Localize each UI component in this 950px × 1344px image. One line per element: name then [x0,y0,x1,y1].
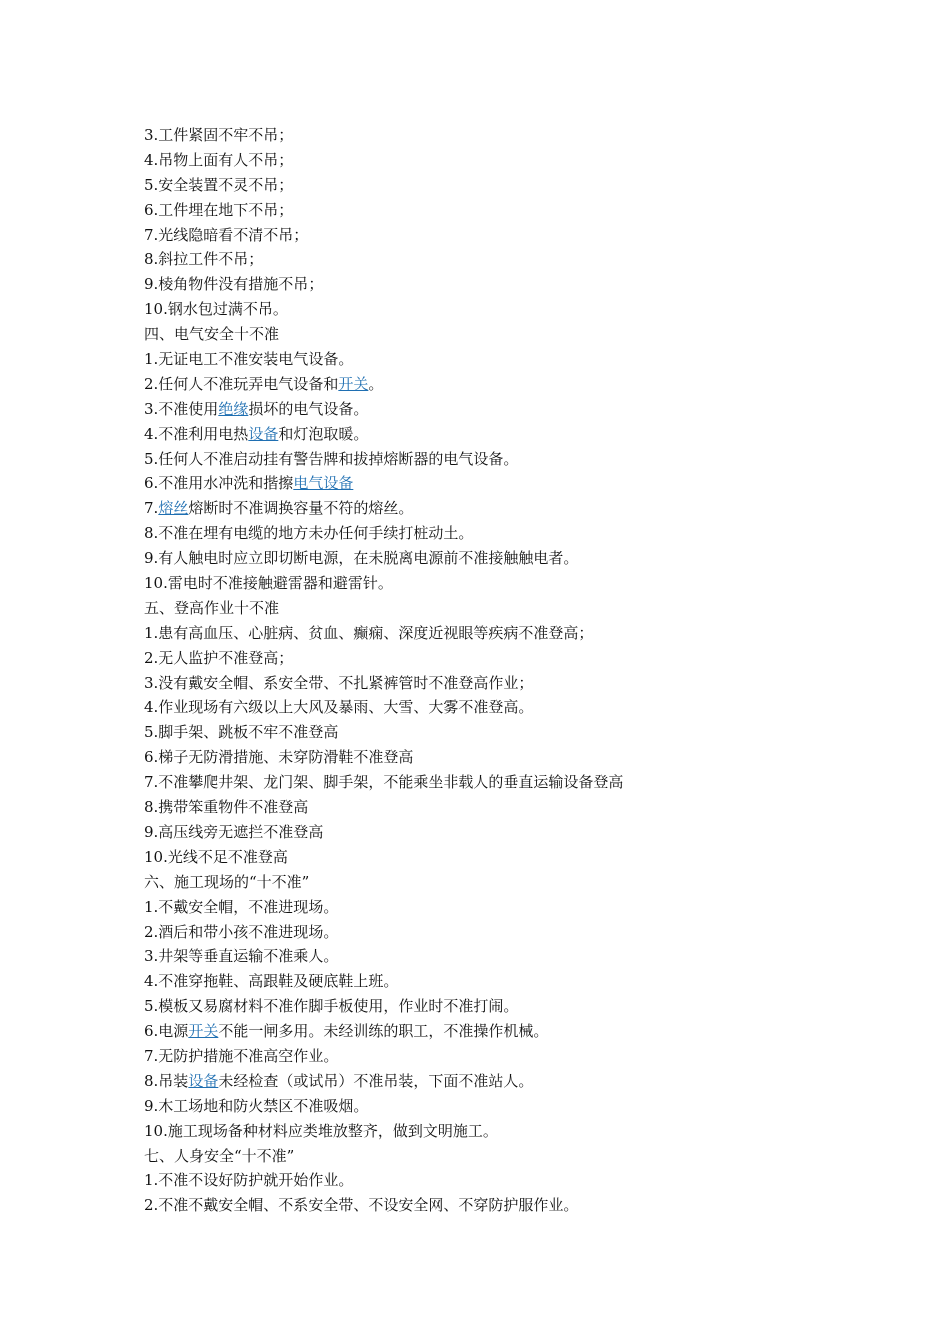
text-segment: 不能一闸多用。未经训练的职工，不准操作机械。 [218,1022,549,1041]
text-segment: 8.不准在埋有电缆的地方未办任何手续打桩动土。 [144,524,474,543]
text-segment: 4.作业现场有六级以上大风及暴雨、大雪、大雾不准登高。 [144,698,534,717]
text-line [144,1094,844,1119]
text-segment: 1.患有高血压、心脏病、贫血、癫痫、深度近视眼等疾病不准登高； [144,623,594,642]
text-line [144,1193,844,1218]
text-segment: 6.不准用水冲洗和揩擦 [144,474,294,493]
text-segment: 1.不戴安全帽，不准进现场。 [144,897,339,916]
hyperlink[interactable]: 电气设备 [293,474,354,493]
text-segment: 5.脚手架、跳板不牢不准登高 [144,723,339,742]
text-segment: 7.光线隐暗看不清不吊； [144,225,309,244]
text-line [144,596,844,621]
text-line [144,895,844,920]
text-line [144,770,844,795]
text-segment: 2.酒后和带小孩不准进现场。 [144,922,339,941]
hyperlink[interactable]: 绝缘 [218,399,249,418]
text-line [144,322,844,347]
hyperlink[interactable]: 设备 [248,424,279,443]
text-line [144,1168,844,1193]
text-line [144,944,844,969]
text-line [144,720,844,745]
text-line [144,870,844,895]
text-line [144,1044,844,1069]
text-line [144,521,844,546]
text-segment: 六、施工现场的“十不准” [144,872,310,891]
text-segment: 6.电源 [144,1022,189,1041]
text-line [144,1119,844,1144]
text-segment: 1.不准不设好防护就开始作业。 [144,1171,354,1190]
text-line [144,795,844,820]
text-line [144,845,844,870]
text-segment: 9.高压线旁无遮拦不准登高 [144,822,324,841]
text-line [144,471,844,496]
text-line [144,546,844,571]
text-segment: 7. [144,499,159,518]
text-segment: 3.井架等垂直运输不准乘人。 [144,947,339,966]
text-line [144,272,844,297]
text-line [144,397,844,422]
text-segment: 7.不准攀爬井架、龙门架、脚手架，不能乘坐非载人的垂直运输设备登高 [144,773,624,792]
text-line [144,1144,844,1169]
text-segment: 四、电气安全十不准 [144,325,280,344]
text-segment: 9.棱角物件没有措施不吊； [144,275,324,294]
text-segment: 4.不准穿拖鞋、高跟鞋及硬底鞋上班。 [144,972,399,991]
text-segment: 3.工件紧固不牢不吊； [144,126,294,144]
text-segment: 2.不准不戴安全帽、不系安全带、不设安全网、不穿防护服作业。 [144,1196,579,1215]
text-segment: 8.斜拉工件不吊； [144,250,264,269]
text-segment: 10.雷电时不准接触避雷器和避雷针。 [144,574,393,593]
text-segment: 4.吊物上面有人不吊； [144,150,294,169]
text-segment: 5.任何人不准启动挂有警告牌和拔掉熔断器的电气设备。 [144,449,519,468]
text-line [144,173,844,198]
text-segment: 6.工件埋在地下不吊； [144,200,294,219]
text-segment: 3.不准使用 [144,399,219,418]
text-segment: 8.吊装 [144,1071,189,1090]
hyperlink[interactable]: 设备 [188,1071,219,1090]
text-line [144,671,844,696]
text-line [144,820,844,845]
text-line [144,621,844,646]
text-line [144,920,844,945]
text-line [144,994,844,1019]
text-segment: 7.无防护措施不准高空作业。 [144,1046,339,1065]
text-line [144,422,844,447]
text-line [144,695,844,720]
hyperlink[interactable]: 开关 [188,1022,219,1041]
text-line [144,148,844,173]
text-segment: 五、登高作业十不准 [144,598,280,617]
text-segment: 损坏的电气设备。 [248,399,369,418]
text-segment: 9.有人触电时应立即切断电源，在未脱离电源前不准接触触电者。 [144,549,579,568]
text-line [144,347,844,372]
text-line [144,247,844,272]
text-segment: 未经检查（或试吊）不准吊装，下面不准站人。 [218,1071,534,1090]
text-segment: 10.光线不足不准登高 [144,847,288,866]
text-segment: 5.安全装置不灵不吊； [144,175,294,194]
text-line [144,571,844,596]
hyperlink[interactable]: 熔丝 [158,499,189,518]
text-line [144,198,844,223]
text-segment: 2.无人监护不准登高； [144,648,294,667]
text-line [144,496,844,521]
text-line [144,223,844,248]
text-segment: 1.无证电工不准安装电气设备。 [144,350,354,369]
text-segment: 5.模板又易腐材料不准作脚手板使用，作业时不准打闹。 [144,997,519,1016]
text-segment: 七、人身安全“十不准” [144,1146,295,1165]
text-line [144,969,844,994]
text-segment: 4.不准利用电热 [144,424,249,443]
document-body [144,123,844,1218]
text-line [144,1019,844,1044]
text-segment: 9.木工场地和防火禁区不准吸烟。 [144,1096,369,1115]
text-segment: 6.梯子无防滑措施、未穿防滑鞋不准登高 [144,748,414,767]
text-line [144,123,844,148]
text-line [144,1069,844,1094]
hyperlink[interactable]: 开关 [338,374,369,393]
text-line [144,447,844,472]
text-segment: 8.携带笨重物件不准登高 [144,798,309,817]
text-segment: 10.钢水包过满不吊。 [144,300,288,319]
text-segment: 熔断时不准调换容量不符的熔丝。 [188,499,414,518]
text-segment: 10.施工现场备种材料应类堆放整齐，做到文明施工。 [144,1121,498,1140]
text-segment: 。 [368,374,384,393]
text-segment: 和灯泡取暖。 [278,424,369,443]
text-segment: 3.没有戴安全帽、系安全带、不扎紧裤管时不准登高作业； [144,673,534,692]
text-line [144,646,844,671]
text-line [144,745,844,770]
text-line [144,297,844,322]
text-segment: 2.任何人不准玩弄电气设备和 [144,374,339,393]
text-line [144,372,844,397]
